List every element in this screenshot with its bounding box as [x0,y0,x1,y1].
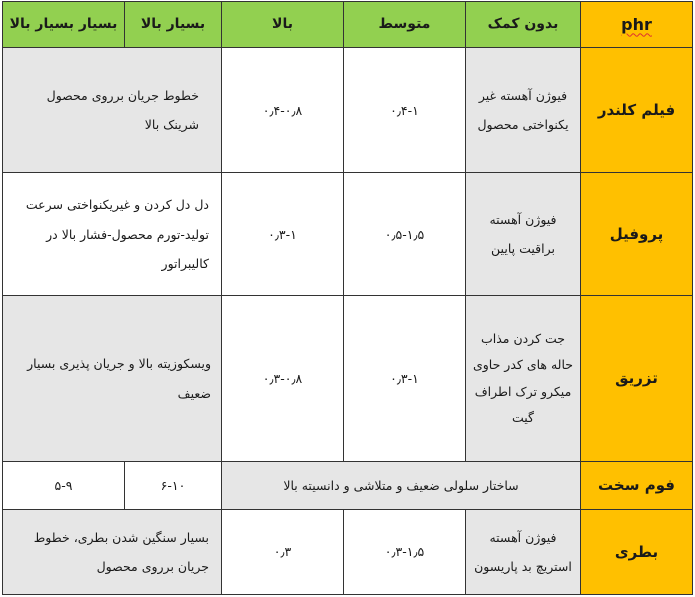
medium-value-cell: ۰٫۵-۱٫۵ [344,173,466,296]
process-name-cell: تزریق [581,296,693,461]
medium-value-cell: ۰٫۳-۱٫۵ [344,510,466,595]
high-value-cell: ۰٫۴-۰٫۸ [222,48,344,173]
table-row [3,173,693,296]
process-name-cell: فوم سخت [581,461,693,509]
very-high-note-cell: دل دل کردن و غیریکنواختی سرعت تولید-تورم محصول-فشار بالا در کالیبراتور [3,173,222,296]
very-very-high-value-cell: ۵-۹ [3,461,125,509]
very-high-note-cell: ویسکوزیته بالا و جریان پذیری بسیار ضعیف [3,296,222,461]
unassisted-note-cell: فیوژن آهسته استریچ بد پاریسون [466,510,581,595]
unassisted-note-cell: فیوژن آهسته براقیت پایین [466,173,581,296]
high-value-cell: ۰٫۳ [222,510,344,595]
unassisted-note-cell: جت کردن مذاب حاله های کدر حاوی میکرو ترک اطراف گیت [466,296,581,461]
header-high: بالا [222,2,344,48]
phr-comparison-table [2,1,693,595]
high-value-cell: ۰٫۳-۱ [222,173,344,296]
very-high-note-cell: خطوط جریان برروی محصول شرینک بالا [3,48,222,173]
medium-value-cell: ۰٫۳-۱ [344,296,466,461]
table-row [3,296,693,461]
unassisted-note-cell: فیوژن آهسته غیر یکنواختی محصول [466,48,581,173]
header-medium: متوسط [344,2,466,48]
header-very-very-high: بسیار بسیار بالا [3,2,125,48]
table-row [3,510,693,595]
header-phr: phr [581,2,693,48]
high-value-cell: ۰٫۳-۰٫۸ [222,296,344,461]
process-name-cell: بطری [581,510,693,595]
table-row [3,48,693,173]
table-row [3,461,693,509]
merged-note-cell: ساختار سلولی ضعیف و متلاشی و دانسیته بالا [222,461,581,509]
very-high-value-cell: ۶-۱۰ [125,461,222,509]
header-very-high: بسیار بالا [125,2,222,48]
process-name-cell: فیلم کلندر [581,48,693,173]
header-row [3,2,693,48]
very-high-note-cell: بسیار سنگین شدن بطری، خطوط جریان برروی محصول [3,510,222,595]
header-unassisted: بدون کمک [466,2,581,48]
process-name-cell: پروفیل [581,173,693,296]
medium-value-cell: ۰٫۴-۱ [344,48,466,173]
